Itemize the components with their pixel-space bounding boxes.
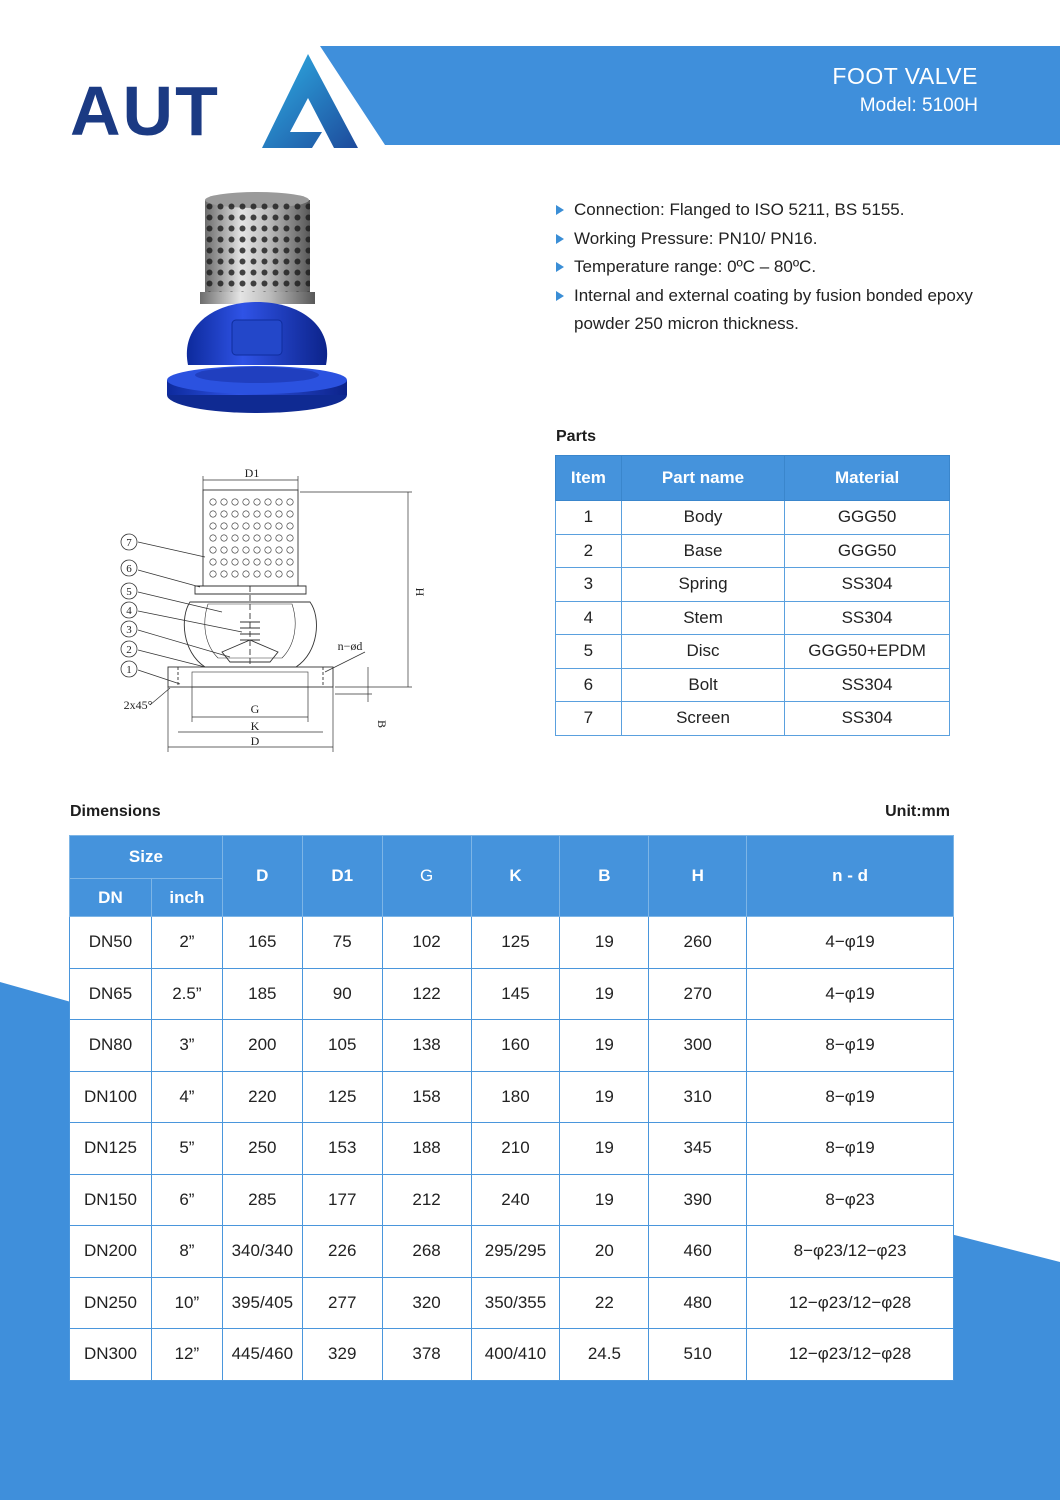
dims-cell-nd: 4−φ19 [747,917,954,969]
dims-row [70,1277,954,1329]
dims-cell-dn: DN200 [70,1226,152,1278]
dims-row [70,968,954,1020]
dims-cell-k: 350/355 [471,1277,560,1329]
dims-cell-dn: DN80 [70,1020,152,1072]
dims-cell-g: 188 [382,1123,471,1175]
dims-row [70,1020,954,1072]
dims-cell-h: 460 [649,1226,747,1278]
dims-cell-b: 19 [560,1174,649,1226]
part-material: GGG50 [785,534,950,568]
dims-cell-inch: 10” [151,1277,222,1329]
dims-cell-d: 445/460 [222,1329,302,1381]
dimensions-heading: Dimensions [70,803,161,820]
callout-4: 4 [126,605,132,617]
dims-cell-h: 260 [649,917,747,969]
callout-5: 5 [126,586,132,598]
dims-cell-nd: 8−φ23 [747,1174,954,1226]
parts-row [556,668,950,702]
part-item: 2 [556,534,622,568]
dims-cell-b: 22 [560,1277,649,1329]
feature-list [556,196,976,339]
dims-cell-g: 138 [382,1020,471,1072]
dims-header-dn: DN [70,879,152,917]
dim-label-d: D [250,734,260,748]
parts-row [556,702,950,736]
dims-header-B: B [560,836,649,917]
part-name: Stem [621,601,784,635]
part-item: 7 [556,702,622,736]
dims-cell-b: 19 [560,917,649,969]
product-model: Model: 5100H [859,95,978,116]
dims-cell-b: 24.5 [560,1329,649,1381]
dims-cell-inch: 2.5” [151,968,222,1020]
dims-cell-dn: DN150 [70,1174,152,1226]
dims-cell-nd: 8−φ23/12−φ23 [747,1226,954,1278]
part-name: Bolt [621,668,784,702]
dims-cell-d1: 226 [302,1226,382,1278]
dims-cell-nd: 12−φ23/12−φ28 [747,1277,954,1329]
parts-row [556,568,950,602]
dims-cell-dn: DN50 [70,917,152,969]
dims-cell-k: 180 [471,1071,560,1123]
part-item: 4 [556,601,622,635]
part-name: Base [621,534,784,568]
dims-cell-d: 220 [222,1071,302,1123]
callout-3: 3 [126,624,132,636]
parts-header-material: Material [785,456,950,501]
title-block [832,62,978,120]
company-logo [70,52,360,152]
parts-header-item: Item [556,456,622,501]
dims-cell-k: 295/295 [471,1226,560,1278]
part-item: 1 [556,501,622,535]
dims-cell-d1: 90 [302,968,382,1020]
dims-header-G: G [382,836,471,917]
bullet-arrow-icon [556,205,564,215]
dims-cell-inch: 8” [151,1226,222,1278]
dim-label-nd: n−ød [337,639,363,653]
dims-cell-dn: DN125 [70,1123,152,1175]
dims-header-H: H [649,836,747,917]
product-title: FOOT VALVE [832,63,978,89]
dims-cell-h: 270 [649,968,747,1020]
dims-cell-inch: 4” [151,1071,222,1123]
dims-header-inch: inch [151,879,222,917]
callout-7: 7 [126,537,132,549]
bullet-arrow-icon [556,234,564,244]
part-name: Screen [621,702,784,736]
parts-heading: Parts [556,428,597,445]
dims-cell-d1: 125 [302,1071,382,1123]
callout-1: 1 [126,664,132,676]
dims-header-K: K [471,836,560,917]
dims-cell-b: 19 [560,1123,649,1175]
callout-6: 6 [126,563,132,575]
dims-cell-g: 378 [382,1329,471,1381]
dims-cell-k: 400/410 [471,1329,560,1381]
dims-header-D1: D1 [302,836,382,917]
dims-header-nd: n - d [747,836,954,917]
part-material: SS304 [785,668,950,702]
logo-triangle-icon [260,52,360,152]
part-item: 6 [556,668,622,702]
dims-cell-k: 210 [471,1123,560,1175]
dims-cell-inch: 6” [151,1174,222,1226]
dim-label-chamfer: 2x45° [123,698,153,712]
feature-item [556,282,976,339]
dim-label-b: B [375,719,389,729]
dims-row [70,1071,954,1123]
dims-row [70,1174,954,1226]
dim-label-d1: D1 [244,466,260,480]
feature-text: Connection: Flanged to ISO 5211, BS 5155. [574,200,905,219]
part-item: 3 [556,568,622,602]
parts-table [555,455,950,736]
dims-cell-h: 310 [649,1071,747,1123]
dims-cell-nd: 4−φ19 [747,968,954,1020]
dims-cell-g: 122 [382,968,471,1020]
dims-cell-k: 145 [471,968,560,1020]
dims-cell-b: 19 [560,968,649,1020]
feature-item [556,253,976,282]
dims-cell-g: 158 [382,1071,471,1123]
dims-cell-d1: 153 [302,1123,382,1175]
dim-label-k: K [250,719,260,733]
feature-text: Working Pressure: PN10/ PN16. [574,228,818,248]
part-name: Disc [621,635,784,669]
part-item: 5 [556,635,622,669]
part-material: SS304 [785,568,950,602]
dims-cell-b: 20 [560,1226,649,1278]
callout-2: 2 [126,644,132,656]
dims-cell-d1: 75 [302,917,382,969]
dims-cell-d1: 105 [302,1020,382,1072]
dims-cell-dn: DN65 [70,968,152,1020]
dims-cell-dn: DN100 [70,1071,152,1123]
dims-header-row-1 [70,836,954,879]
dims-cell-k: 125 [471,917,560,969]
dims-row [70,1329,954,1381]
dims-row [70,1226,954,1278]
dims-cell-g: 268 [382,1226,471,1278]
dims-cell-d: 250 [222,1123,302,1175]
dimensions-table [69,835,954,1381]
part-material: GGG50+EPDM [785,635,950,669]
dims-cell-inch: 5” [151,1123,222,1175]
bullet-arrow-icon [556,262,564,272]
foot-valve-photo [160,190,355,435]
dims-header-D: D [222,836,302,917]
part-material: SS304 [785,702,950,736]
dims-cell-d: 340/340 [222,1226,302,1278]
dims-cell-dn: DN300 [70,1329,152,1381]
feature-text: Temperature range: 0ºC – 80ºC. [574,257,817,276]
parts-header-name: Part name [621,456,784,501]
dims-cell-h: 300 [649,1020,747,1072]
parts-row [556,501,950,535]
dims-cell-k: 240 [471,1174,560,1226]
dims-cell-h: 345 [649,1123,747,1175]
bullet-arrow-icon [556,291,564,301]
dims-cell-dn: DN250 [70,1277,152,1329]
dims-cell-d1: 177 [302,1174,382,1226]
dims-cell-h: 510 [649,1329,747,1381]
dims-cell-nd: 8−φ19 [747,1020,954,1072]
feature-text: Internal and external coating by fusion bonded epoxy powder 250 micron thickness. [574,285,973,333]
dims-cell-nd: 8−φ19 [747,1071,954,1123]
feature-item [556,196,976,225]
unit-label: Unit:mm [885,803,950,820]
dims-cell-h: 480 [649,1277,747,1329]
logo-text: AUT [70,72,220,150]
dims-cell-d: 165 [222,917,302,969]
dims-cell-g: 320 [382,1277,471,1329]
dims-cell-d1: 277 [302,1277,382,1329]
parts-header-row [556,456,950,501]
part-name: Spring [621,568,784,602]
dim-label-h: H [413,587,427,597]
dims-cell-d: 395/405 [222,1277,302,1329]
dims-cell-g: 212 [382,1174,471,1226]
feature-item [556,225,976,254]
dims-cell-d: 185 [222,968,302,1020]
dims-row [70,917,954,969]
dims-cell-b: 19 [560,1020,649,1072]
dims-cell-d: 200 [222,1020,302,1072]
sectional-drawing [110,462,430,762]
dims-cell-inch: 3” [151,1020,222,1072]
part-material: GGG50 [785,501,950,535]
dims-cell-h: 390 [649,1174,747,1226]
dims-row [70,1123,954,1175]
dims-cell-d1: 329 [302,1329,382,1381]
dim-label-g: G [250,702,260,716]
dims-cell-nd: 8−φ19 [747,1123,954,1175]
dims-cell-b: 19 [560,1071,649,1123]
part-material: SS304 [785,601,950,635]
dims-cell-d: 285 [222,1174,302,1226]
dims-cell-k: 160 [471,1020,560,1072]
dims-cell-g: 102 [382,917,471,969]
dims-cell-inch: 2” [151,917,222,969]
dims-header-size: Size [70,836,223,879]
parts-row [556,601,950,635]
part-name: Body [621,501,784,535]
parts-row [556,534,950,568]
parts-row [556,635,950,669]
dims-cell-inch: 12” [151,1329,222,1381]
dims-cell-nd: 12−φ23/12−φ28 [747,1329,954,1381]
